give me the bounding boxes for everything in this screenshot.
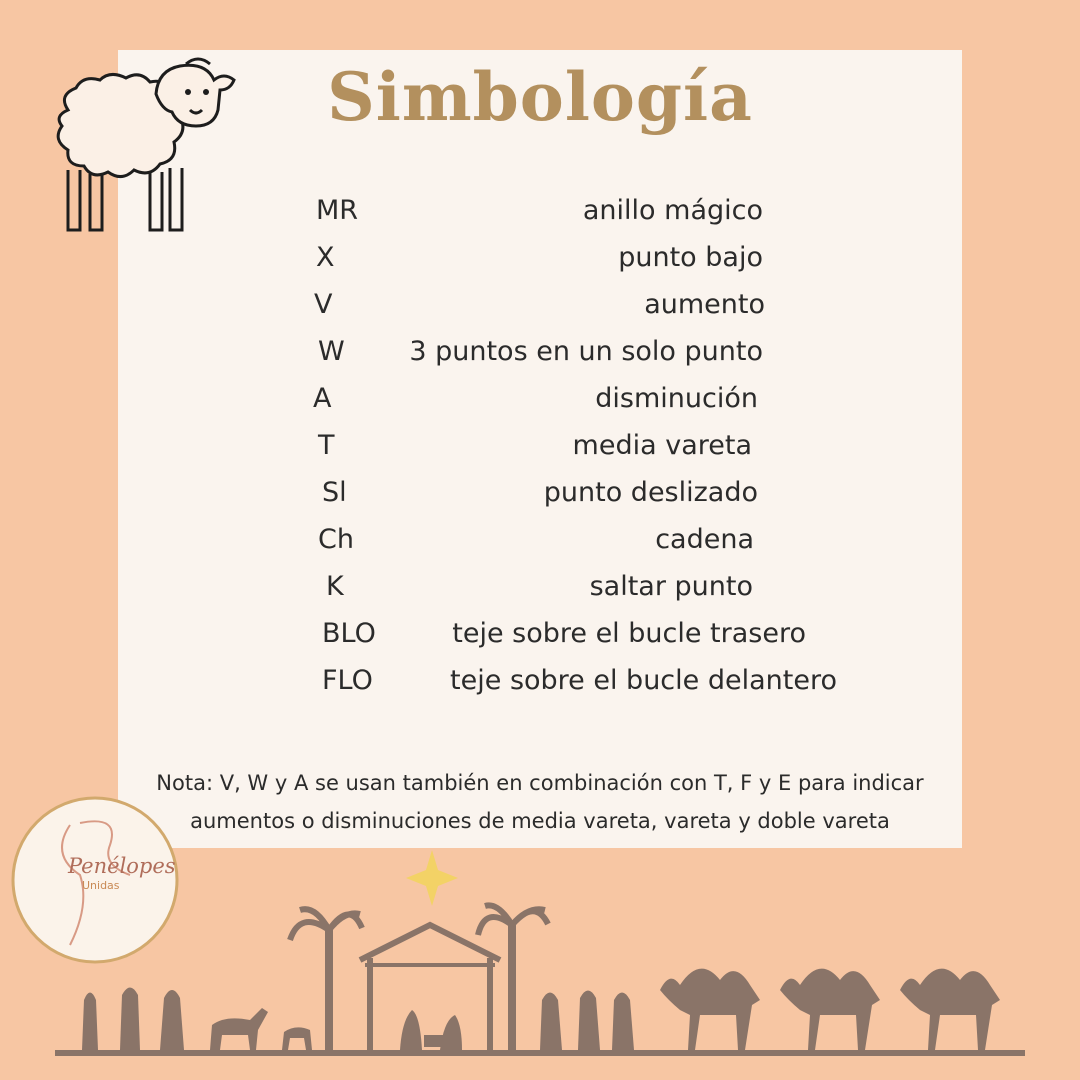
symbol-abbr: V <box>314 289 333 320</box>
symbol-description: media vareta <box>572 430 752 461</box>
symbol-description: saltar punto <box>589 571 753 602</box>
symbol-abbr: BLO <box>322 618 376 649</box>
star-icon <box>406 850 458 906</box>
symbol-abbr: K <box>326 571 344 602</box>
symbol-description: 3 puntos en un solo punto <box>409 336 763 367</box>
symbol-description: aumento <box>644 289 765 320</box>
symbol-abbr: T <box>318 430 335 461</box>
note <box>118 764 962 840</box>
page-title: Simbología <box>327 58 753 136</box>
symbol-description: anillo mágico <box>582 195 763 226</box>
nativity-scene <box>0 840 1080 1080</box>
logo-name: Penélopes <box>68 854 176 878</box>
camel-icon <box>660 969 760 1050</box>
symbol-abbr: Sl <box>322 477 347 508</box>
note-line-1: Nota: V, W y A se usan también en combinación con T, F y E para indicar <box>156 771 924 795</box>
symbol-description: punto deslizado <box>543 477 758 508</box>
logo-sub: Unidas <box>82 879 120 892</box>
symbol-description: punto bajo <box>618 242 763 273</box>
camel-icon <box>900 969 1000 1050</box>
symbol-abbr: Ch <box>318 524 354 555</box>
symbol-abbr: A <box>313 383 332 414</box>
symbol-description: cadena <box>655 524 754 555</box>
symbol-description: disminución <box>595 383 758 414</box>
symbol-abbr: FLO <box>322 665 373 696</box>
symbol-description: teje sobre el bucle delantero <box>450 665 837 696</box>
symbol-abbr: W <box>318 336 345 367</box>
symbol-description: teje sobre el bucle trasero <box>452 618 806 649</box>
note-line-2: aumentos o disminuciones de media vareta, vareta y doble vareta <box>190 809 890 833</box>
symbol-abbr: MR <box>316 195 359 226</box>
symbol-abbr: X <box>316 242 335 273</box>
camel-icon <box>780 969 880 1050</box>
